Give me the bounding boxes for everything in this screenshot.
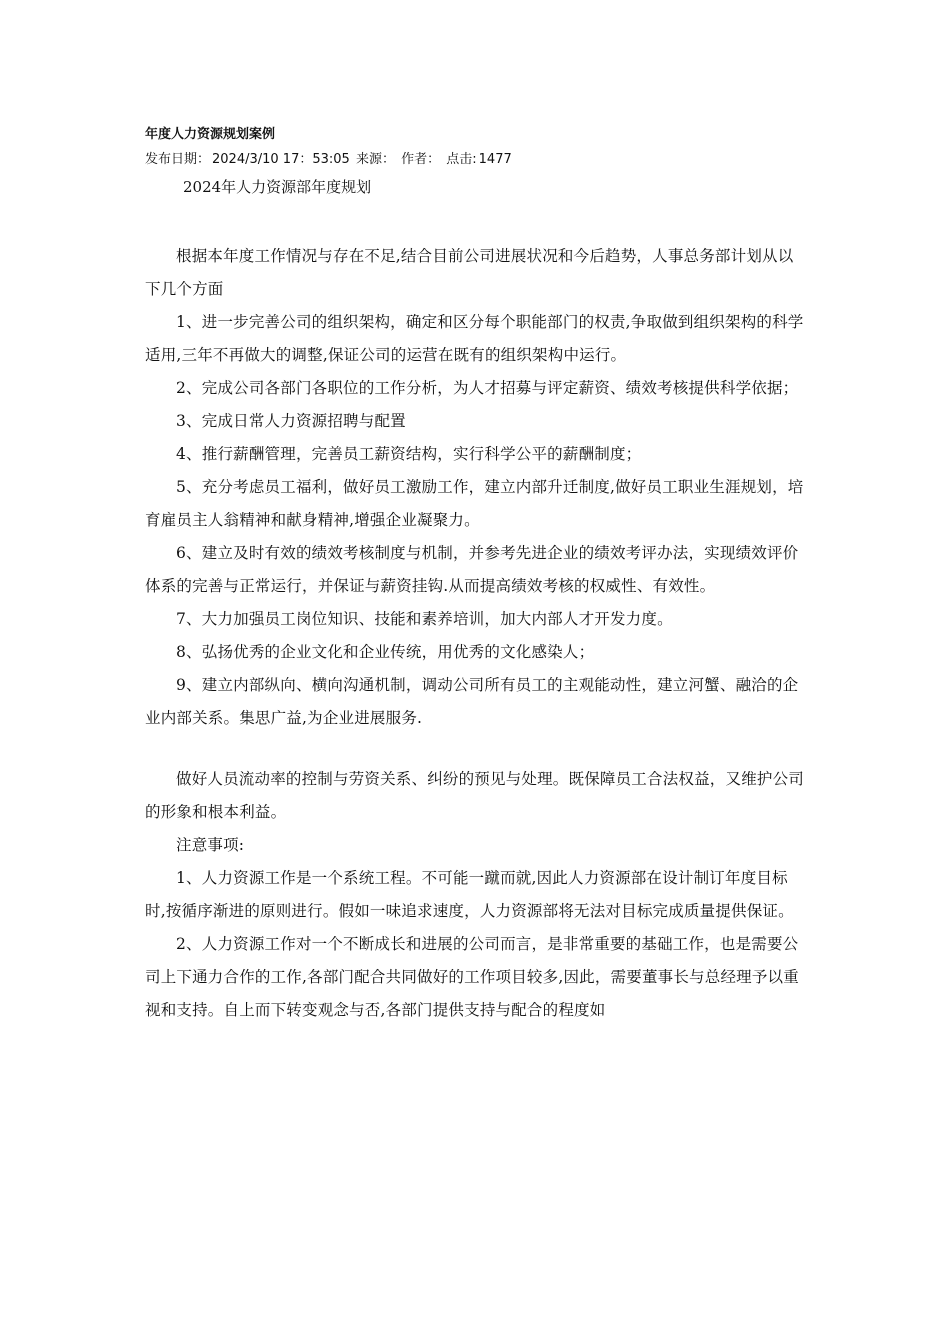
clicks-label: 点击:: [446, 152, 477, 167]
plan-item-4: 4、推行薪酬管理，完善员工薪资结构，实行科学公平的薪酬制度；: [176, 445, 642, 463]
author-label: 作者：: [401, 152, 441, 167]
closing-paragraph: 做好人员流动率的控制与劳资关系、纠纷的预见与处理。既保障员工合法权益，又维护公司的形象和根本利益。: [145, 770, 805, 821]
plan-item-1: 1、进一步完善公司的组织架构，确定和区分每个职能部门的权责,争取做到组织架构的科学适用,三年不再做大的调整,保证公司的运营在既有的组织架构中运行。: [145, 313, 804, 364]
source-label: 来源：: [355, 152, 395, 167]
plan-item-9: 9、建立内部纵向、横向沟通机制，调动公司所有员工的主观能动性，建立河蟹、融洽的企业内部关系。集思广益,为企业进展服务.: [145, 676, 799, 727]
note-item-2: 2、人力资源工作对一个不断成长和进展的公司而言，是非常重要的基础工作，也是需要公司上下通力合作的工作,各部门配合共同做好的工作项目较多,因此，需要董事长与总经理予以重视和支持。自上而下转变观念与否,各部门提供支持与配合的程度如: [145, 935, 799, 1019]
date-value: 2024/3/10 17：53:05: [212, 152, 350, 167]
note-item-1: 1、人力资源工作是一个系统工程。不可能一蹴而就,因此人力资源部在设计制订年度目标时,按循序渐进的原则进行。假如一味追求速度，人力资源部将无法对目标完成质量提供保证。: [145, 869, 794, 920]
document-subtitle: 2024年人力资源部年度规划: [183, 178, 372, 196]
paragraph-gap: [145, 735, 805, 763]
intro-paragraph: 根据本年度工作情况与存在不足,结合目前公司进展状况和今后趋势，人事总务部计划从以下几个方面: [145, 247, 794, 298]
clicks-value: 1477: [478, 152, 512, 167]
date-label: 发布日期：: [145, 152, 211, 167]
plan-item-2: 2、完成公司各部门各职位的工作分析，为人才招募与评定薪资、绩效考核提供科学依据；: [176, 379, 799, 397]
plan-item-6: 6、建立及时有效的绩效考核制度与机制，并参考先进企业的绩效考评办法，实现绩效评价体系的完善与正常运行，并保证与薪资挂钩.从而提高绩效考核的权威性、有效性。: [145, 544, 799, 595]
document-meta: [145, 151, 514, 169]
document-body: [145, 240, 805, 1027]
notes-heading: 注意事项:: [176, 836, 245, 854]
plan-item-7: 7、大力加强员工岗位知识、技能和素养培训，加大内部人才开发力度。: [176, 610, 673, 628]
document-title: 年度人力资源规划案例: [145, 127, 276, 142]
plan-item-8: 8、弘扬优秀的企业文化和企业传统，用优秀的文化感染人；: [176, 643, 595, 661]
plan-item-5: 5、充分考虑员工福利，做好员工激励工作，建立内部升迁制度,做好员工职业生涯规划，培育雇员主人翁精神和献身精神,增强企业凝聚力。: [145, 478, 804, 529]
plan-item-3: 3、完成日常人力资源招聘与配置: [176, 412, 406, 430]
